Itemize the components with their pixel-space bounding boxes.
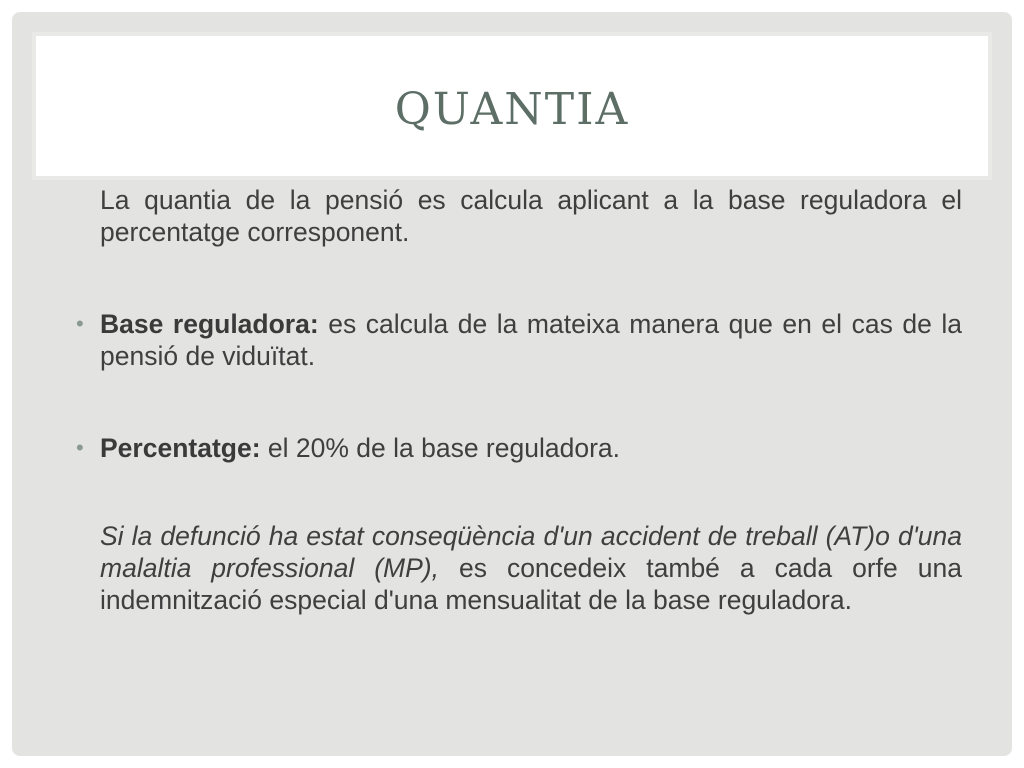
title-box: [32, 32, 992, 180]
bullet-icon: •: [76, 435, 84, 460]
slide-title: QUANTIA: [394, 84, 630, 135]
slide: [12, 12, 1012, 756]
bullet-percentatge: [76, 432, 962, 464]
bullet-text: es calcula de la mateixa manera que en el cas de la pensió de viduïtat.: [100, 309, 962, 371]
special-compensation-paragraph: [100, 520, 962, 616]
bullet-text: el 20% de la base reguladora.: [260, 433, 621, 463]
bullet-label: Base reguladora:: [100, 309, 319, 339]
normal-text: es concedeix també a cada orfe una indemnització especial d'una mensualitat de la base reguladora.: [100, 553, 962, 615]
italic-text: Si la defunció ha estat conseqüència d'un accident de treball (AT)o d'una malaltia professional (MP),: [100, 521, 962, 583]
bullet-base-reguladora: [76, 308, 962, 372]
intro-paragraph: La quantia de la pensió es calcula aplicant a la base reguladora el percentatge corresponent.: [100, 185, 962, 247]
bullet-label: Percentatge:: [100, 433, 261, 463]
bullet-icon: •: [76, 311, 84, 336]
